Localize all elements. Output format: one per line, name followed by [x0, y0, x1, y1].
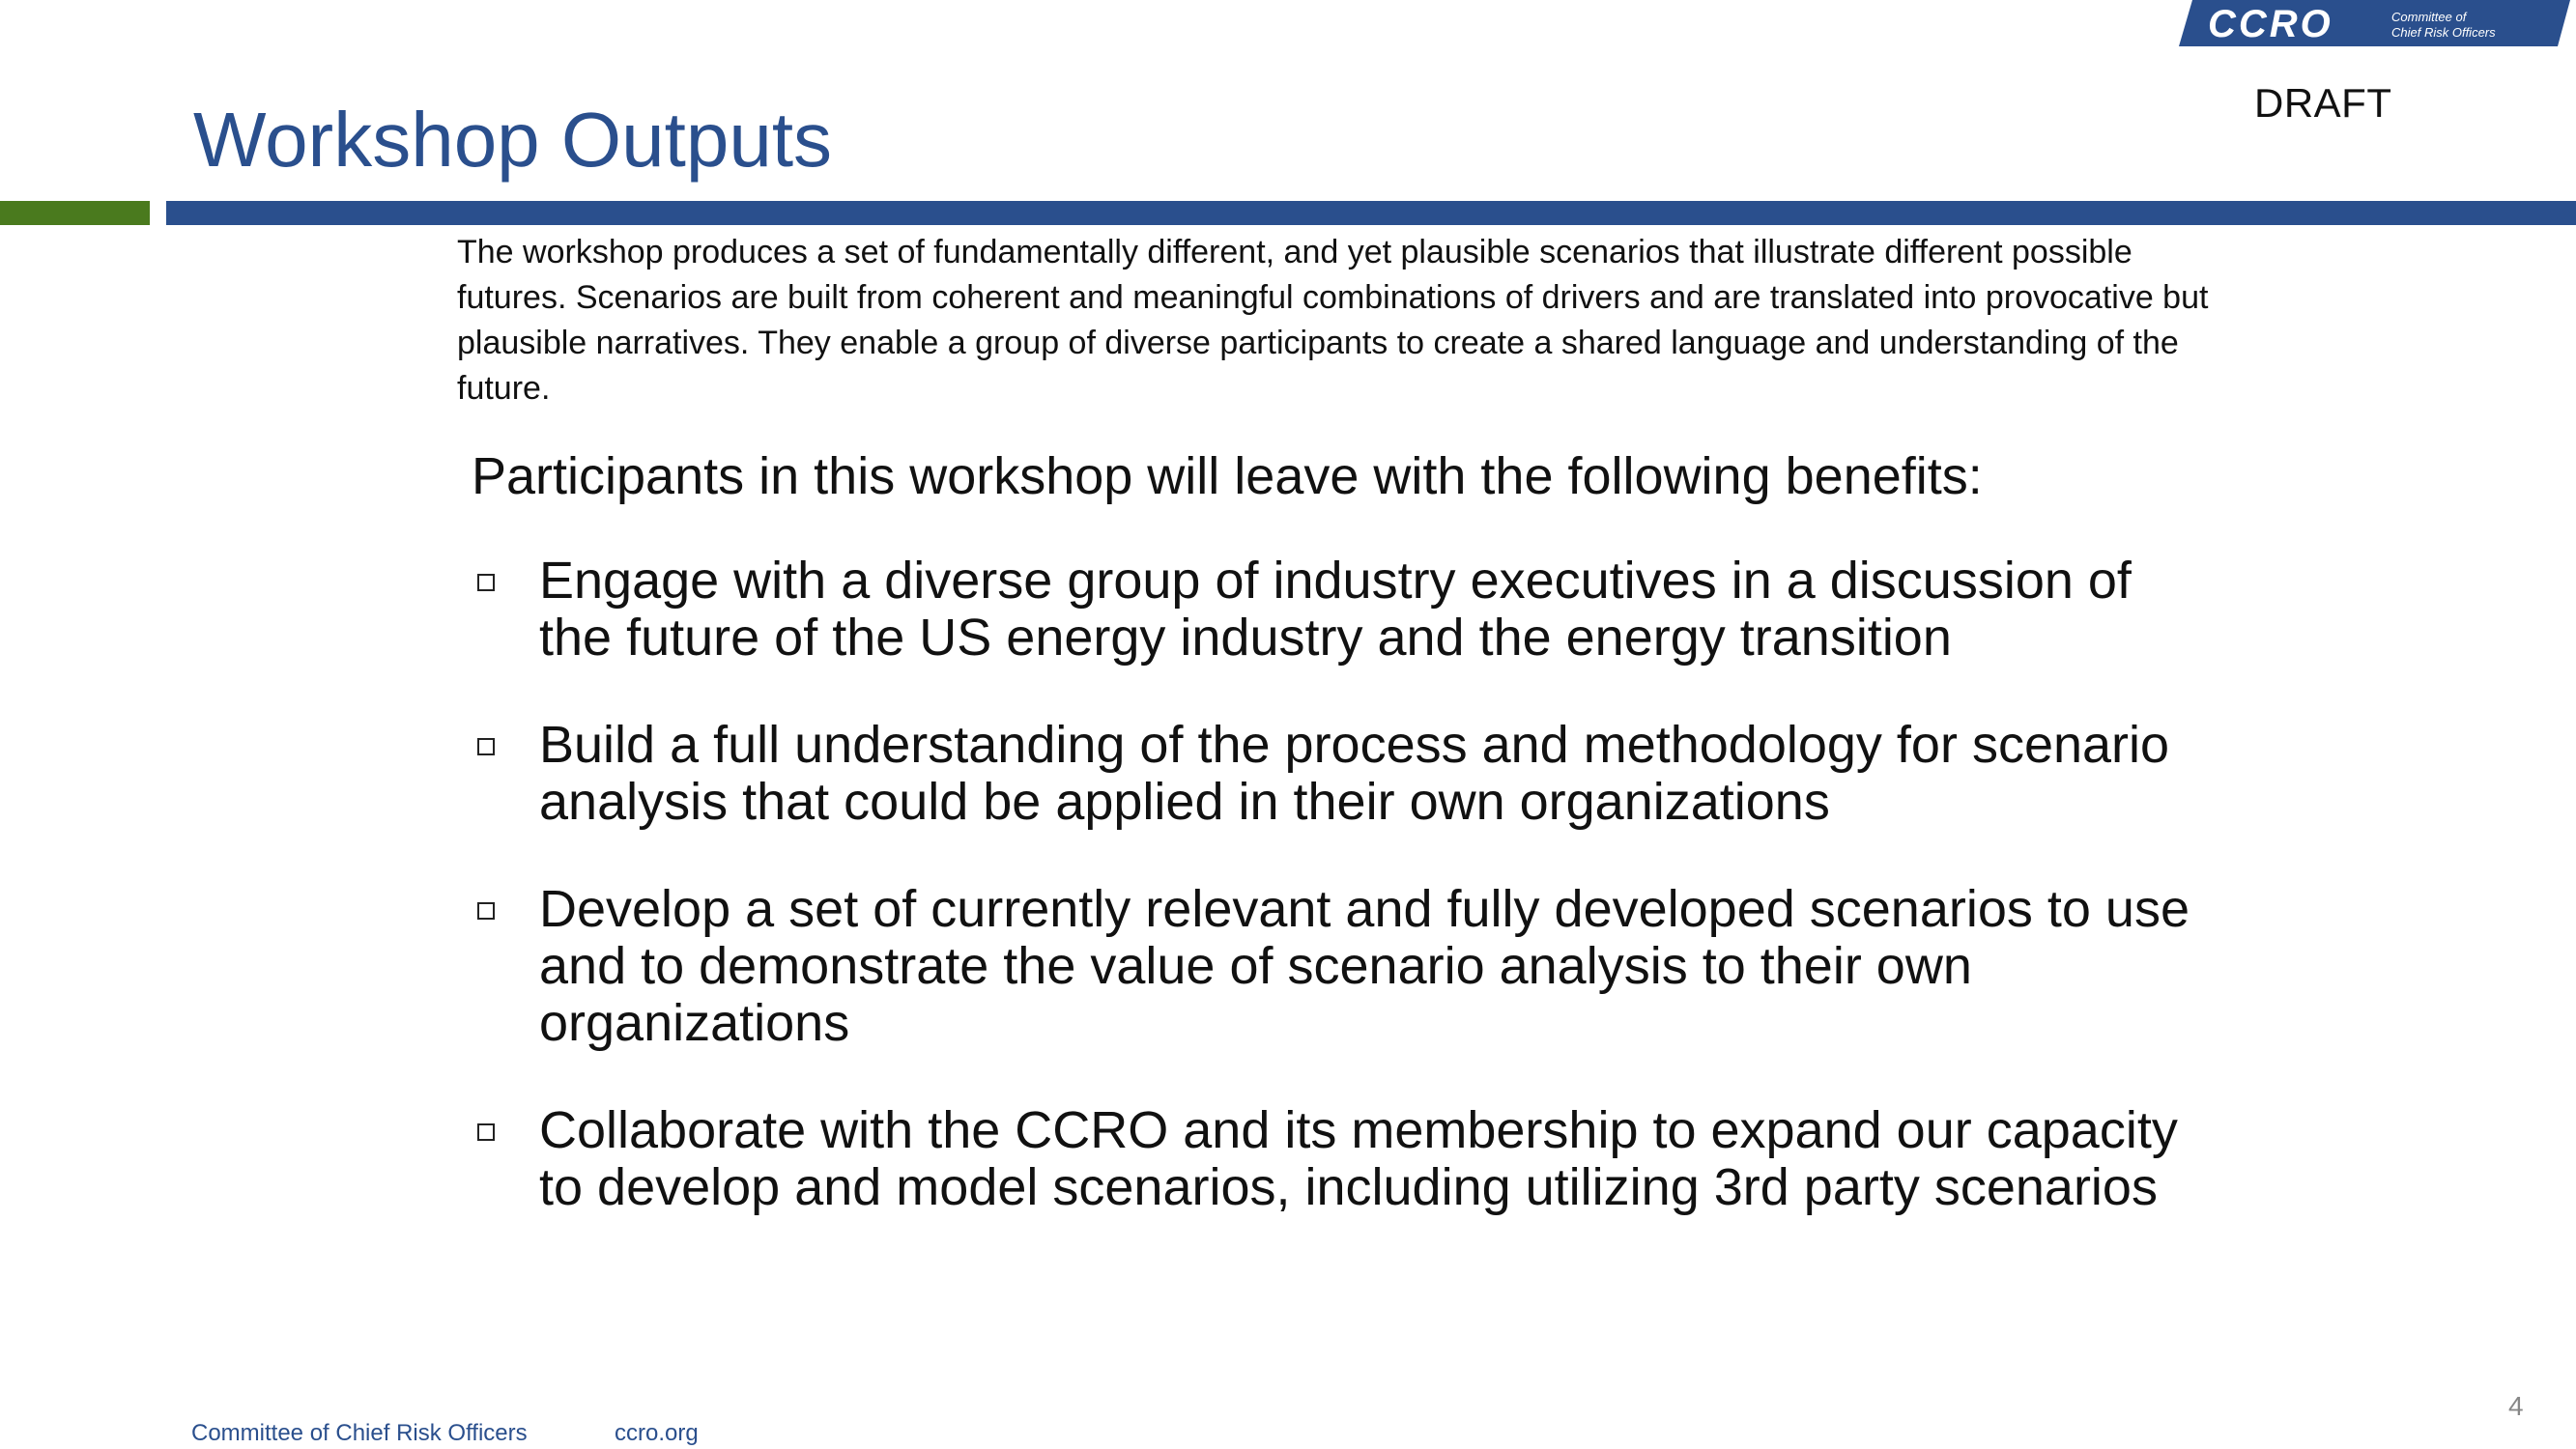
benefit-text: Collaborate with the CCRO and its membership to expand our capacity to develop and model scenarios, including utilizing 3rd party scenarios [539, 1101, 2178, 1216]
square-bullet-icon [477, 574, 495, 591]
logo-tagline-line1: Committee of [2391, 10, 2467, 24]
title-rule-green [0, 201, 150, 225]
page-title: Workshop Outputs [193, 97, 833, 183]
square-bullet-icon [477, 738, 495, 755]
title-rule-blue [166, 201, 2576, 225]
page-number: 4 [2508, 1391, 2524, 1421]
logo-wordmark: CCRO [2208, 3, 2333, 45]
benefit-text: Engage with a diverse group of industry executives in a discussion of the future of the US energy industry and the energy transition [539, 552, 2132, 667]
benefit-item [472, 717, 2211, 831]
ccro-logo [2179, 0, 2570, 48]
benefit-text: Build a full understanding of the process and methodology for scenario analysis that could be applied in their own organizations [539, 716, 2170, 831]
square-bullet-icon [477, 902, 495, 920]
intro-paragraph: The workshop produces a set of fundamentally different, and yet plausible scenarios that illustrate different possible futures. Scenarios are built from coherent and meaningful combinations of drivers and are translated into provocative but plausible narratives. They enable a group of diverse participants to create a shared language and understanding of the future. [457, 234, 2209, 407]
benefit-text: Develop a set of currently relevant and fully developed scenarios to use and to demonstrate the value of scenario analysis to their own organizations [539, 880, 2190, 1052]
benefits-list [472, 553, 2211, 1266]
logo-tagline-line2: Chief Risk Officers [2391, 25, 2496, 40]
square-bullet-icon [477, 1123, 495, 1141]
footer-org-name: Committee of Chief Risk Officers [191, 1420, 528, 1446]
footer-url-link[interactable]: ccro.org [615, 1420, 699, 1446]
draft-label: DRAFT [2254, 80, 2392, 126]
benefits-heading: Participants in this workshop will leave with the following benefits: [472, 447, 1983, 505]
benefit-item [472, 881, 2211, 1052]
benefit-item [472, 1102, 2211, 1216]
benefit-item [472, 553, 2211, 667]
